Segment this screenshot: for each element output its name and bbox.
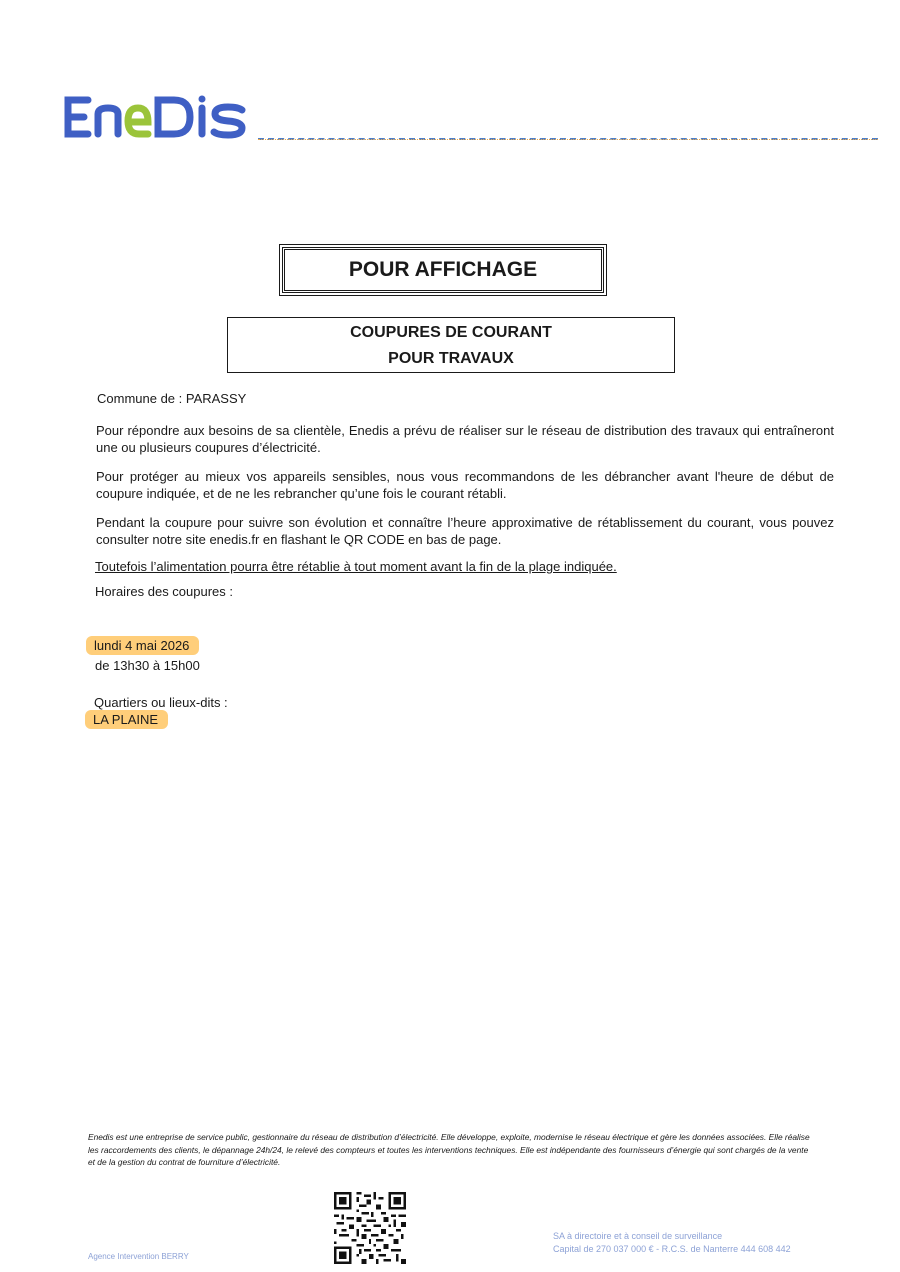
- footer-disclaimer: Enedis est une entreprise de service public, gestionnaire du réseau de distribution d’électricité. Elle développe, exploite, modernise le réseau électrique et gère les données associées. Elle réalise les raccordements des clients, le dépannage 24h/24, le relevé des compteurs et toutes les interventions techniques. Elle est indépendante des fournisseurs d’énergie qui sont chargés de la vente et de la gestion du contrat de fourniture d’électricité.: [88, 1132, 810, 1167]
- intro-paragraph: Pour répondre aux besoins de sa clientèle, Enedis a prévu de réaliser sur le réseau de distribution des travaux qui entraîneront une ou plusieurs coupures d’électricité.: [96, 423, 834, 455]
- notice-subtitle: [227, 317, 675, 373]
- outage-time: de 13h30 à 15h00: [95, 658, 200, 673]
- company-info-line-1: SA à directoire et à conseil de surveillance: [553, 1231, 723, 1241]
- tracking-paragraph: Pendant la coupure pour suivre son évolution et connaître l’heure approximative de rétablissement du courant, vous pouvez consulter notre site enedis.fr en flashant le QR CODE en bas de page.: [96, 515, 834, 547]
- schedule-label: Horaires des coupures :: [95, 584, 234, 599]
- notice-title: POUR AFFICHAGE: [282, 247, 604, 293]
- company-info-line-2: Capital de 270 037 000 € - R.C.S. de Nanterre 444 608 442: [553, 1244, 791, 1254]
- enedis-logo: [62, 92, 252, 142]
- header-rule-accent: [258, 139, 878, 140]
- commune-label: Commune de : PARASSY: [97, 391, 247, 406]
- outage-date: [86, 637, 199, 654]
- outage-date-text: lundi 4 mai 2026: [86, 636, 199, 655]
- protection-paragraph: Pour protéger au mieux vos appareils sensibles, nous vous recommandons de les débrancher avant l'heure de début de coupure indiquée, et de ne les rebrancher qu’une fois le courant rétabli.: [96, 469, 834, 501]
- subtitle-line-1: COUPURES DE COURANT: [350, 324, 552, 341]
- subtitle-line-2: POUR TRAVAUX: [388, 350, 514, 367]
- location-label: Quartiers ou lieux-dits :: [94, 695, 228, 710]
- qr-code-icon[interactable]: [334, 1192, 406, 1264]
- location-value-text: LA PLAINE: [85, 710, 168, 729]
- location-value: [85, 711, 168, 728]
- restore-warning: Toutefois l’alimentation pourra être rétablie à tout moment avant la fin de la plage indiquée.: [95, 559, 617, 574]
- agency-name: Agence Intervention BERRY: [88, 1252, 189, 1261]
